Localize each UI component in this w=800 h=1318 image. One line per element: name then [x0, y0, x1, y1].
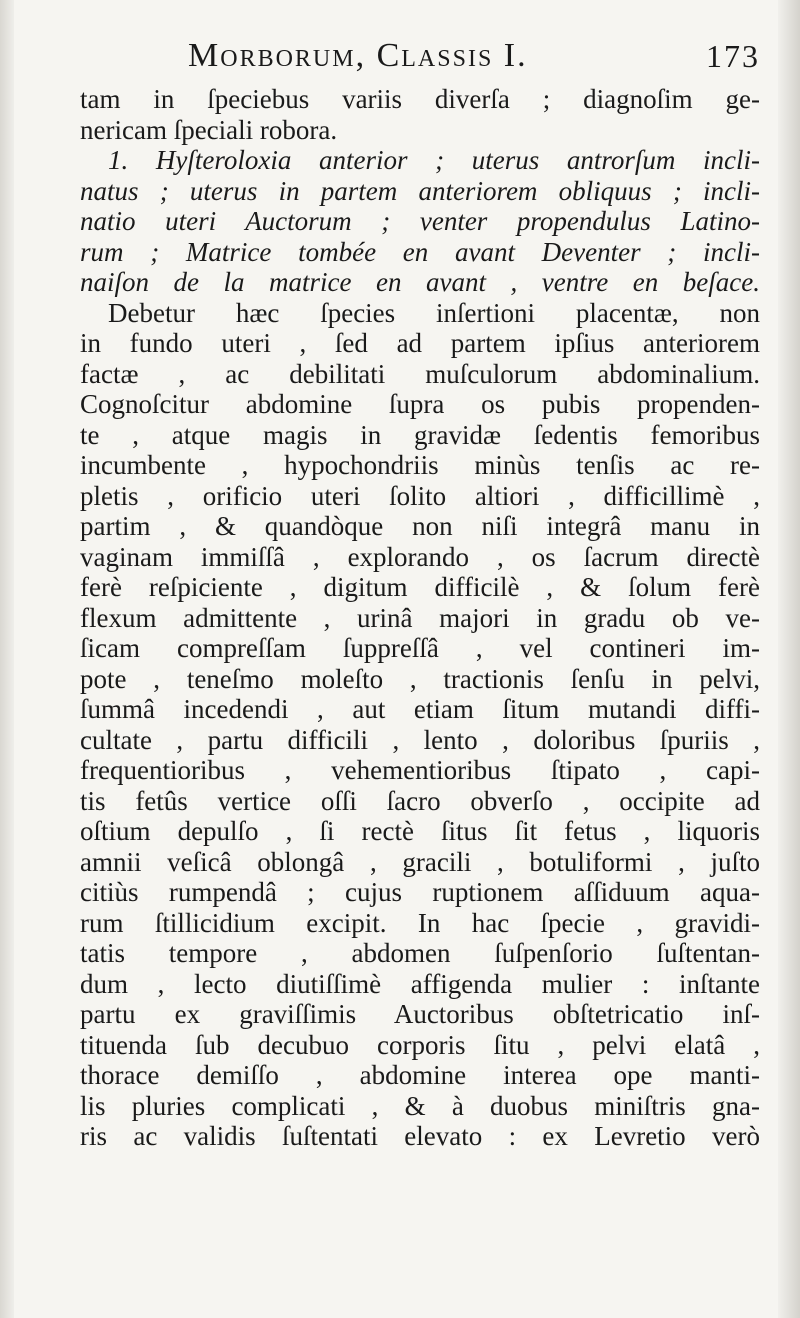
text-line: rum ſtillicidium excipit. In hac ſpecie , gravidi-	[80, 907, 760, 938]
text-line: lis pluries complicati , & à duobus miniſtris gna-	[80, 1090, 760, 1121]
text-line: vaginam immiſſâ , explorando , os ſacrum directè	[80, 541, 760, 572]
text-line: frequentioribus , vehementioribus ſtipato , capi-	[80, 755, 760, 785]
text-line: tituenda ſub decubuo corporis ſitu , pelvi elatâ ,	[80, 1029, 760, 1060]
text-line: Debetur hæc ſpecies inſertioni placentæ, non	[108, 297, 760, 328]
text-line: pote , teneſmo moleſto , tractionis ſenſu in pelvi,	[80, 663, 760, 694]
text-line: ferè reſpiciente , digitum difficilè , & ſolum ferè	[80, 572, 760, 602]
text-line: flexum admittente , urinâ majori in gradu ob ve-	[80, 602, 760, 633]
text-line: rum ; Matrice tombée en avant Deventer ; incli-	[80, 236, 760, 267]
text-line: tam in ſpeciebus variis diverſa ; diagnoſim ge-	[80, 84, 760, 114]
text-line: ſummâ incedendi , aut etiam ſitum mutandi diffi-	[80, 694, 760, 724]
text-line: citiùs rumpendâ ; cujus ruptionem aſſiduum aqua-	[80, 877, 760, 907]
text-line: naiſon de la matrice en avant , ventre en beſace.	[80, 267, 760, 297]
text-line: tis fetûs vertice oſſi ſacro obverſo , occipite ad	[80, 785, 760, 816]
text-line: incumbente , hypochondriis minùs tenſis ac re-	[80, 450, 760, 480]
right-margin-bleed	[778, 0, 800, 1318]
text-line: partim , & quandòque non niſi integrâ manu in	[80, 511, 760, 541]
text-line: Cognoſcitur abdomine ſupra os pubis propenden-	[80, 389, 760, 419]
text-line: ris ac validis ſuſtentati elevato : ex Levretio verò	[80, 1121, 760, 1151]
text-line: ſicam compreſſam ſuppreſſâ , vel contineri im-	[80, 633, 760, 663]
left-margin-bleed	[0, 0, 14, 1318]
text-line: oſtium depulſo , ſi rectè ſitus ſit fetus , liquoris	[80, 816, 760, 846]
text-line: in fundo uteri , ſed ad partem ipſius anteriorem	[80, 328, 760, 358]
text-line: amnii veſicâ oblongâ , gracili , botuliformi , juſto	[80, 846, 760, 877]
text-line: cultate , partu difficili , lento , doloribus ſpuriis ,	[80, 724, 760, 755]
text-line: natus ; uterus in partem anteriorem obliquus ; incli-	[80, 175, 760, 206]
running-header	[80, 28, 760, 84]
text-line: tatis tempore , abdomen ſuſpenſorio ſuſtentan-	[80, 938, 760, 968]
text-line: nericam ſpeciali robora.	[80, 114, 338, 145]
running-title: Morborum, Classis I.	[188, 37, 528, 74]
text-line: pletis , orificio uteri ſolito altiori , difficillimè ,	[80, 480, 760, 511]
text-line: factæ , ac debilitati muſculorum abdominalium.	[80, 358, 760, 389]
text-line: partu ex graviſſimis Auctoribus obſtetricatio inſ-	[80, 999, 760, 1029]
text-line: natio uteri Auctorum ; venter propendulus Latino-	[80, 206, 760, 236]
text-line: dum , lecto diutiſſimè affigenda mulier : inſtante	[80, 968, 760, 999]
page-number: 173	[706, 38, 760, 74]
text-line: 1. Hyſteroloxia anterior ; uterus antrorſum incli-	[108, 145, 760, 175]
text-line: thorace demiſſo , abdomine interea ope manti-	[80, 1060, 760, 1090]
page-text	[80, 28, 760, 1152]
text-line: te , atque magis in gravidæ ſedentis femoribus	[80, 419, 760, 450]
